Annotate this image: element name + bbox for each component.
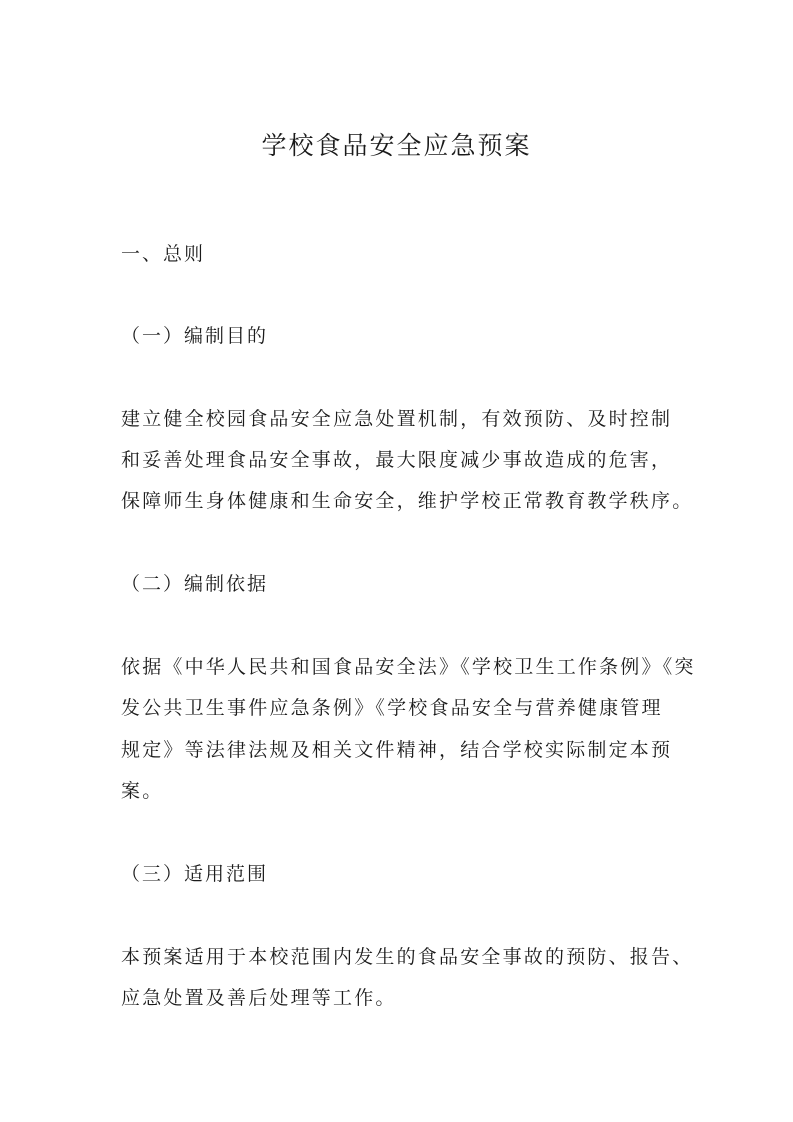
subsection-heading-purpose: （一）编制目的: [121, 325, 269, 347]
subsection-heading-scope: （三）适用范围: [121, 863, 269, 885]
document-title: 学校食品安全应急预案: [261, 131, 532, 160]
paragraph-line: 本预案适用于本校范围内发生的食品安全事故的预防、报告、: [121, 946, 694, 968]
paragraph-line: 案。: [121, 780, 164, 802]
paragraph-line: 建立健全校园食品安全应急处置机制，有效预防、及时控制: [121, 408, 673, 430]
paragraph-line: 应急处置及善后处理等工作。: [121, 987, 397, 1009]
paragraph-line: 和妥善处理食品安全事故，最大限度减少事故造成的危害，: [121, 449, 673, 471]
paragraph-line: 发公共卫生事件应急条例》《学校食品安全与营养健康管理: [121, 697, 663, 719]
paragraph-line: 规定》等法律法规及相关文件精神，结合学校实际制定本预: [121, 739, 673, 761]
paragraph-line: 依据《中华人民共和国食品安全法》《学校卫生工作条例》《突: [121, 656, 696, 678]
paragraph-line: 保障师生身体健康和生命安全，维护学校正常教育教学秩序。: [121, 490, 694, 512]
section-heading-general: 一、总则: [121, 243, 206, 265]
subsection-heading-basis: （二）编制依据: [121, 573, 269, 595]
